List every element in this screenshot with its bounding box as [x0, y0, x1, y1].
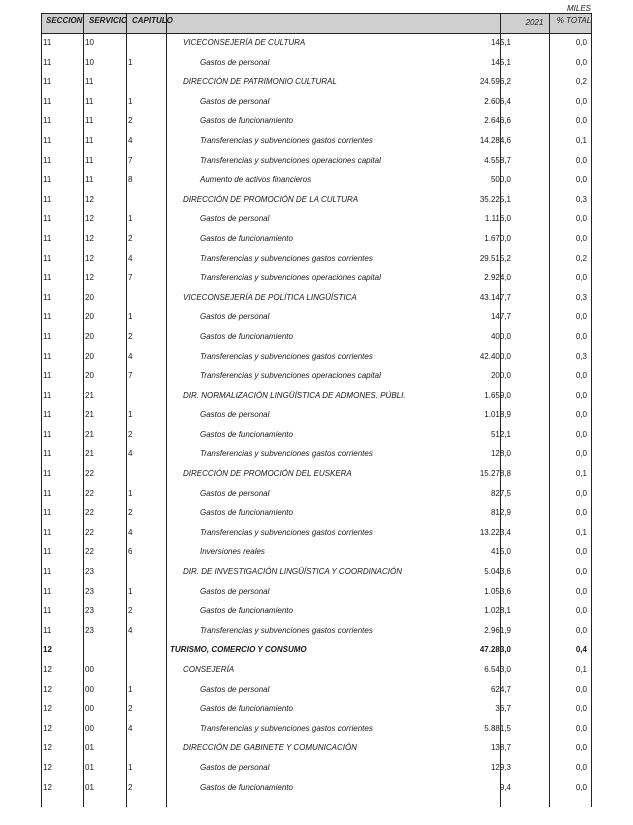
cell-servicio: 11 — [85, 77, 94, 87]
cell-description: Aumento de activos financieros — [200, 175, 312, 185]
cell-amount: 128,0 — [490, 449, 511, 459]
cell-description: Transferencias y subvenciones gastos corrientes — [200, 351, 373, 361]
cell-servicio: 22 — [85, 508, 94, 518]
unit-label: MILES — [566, 4, 591, 13]
cell-pct-total: 0,0 — [575, 371, 587, 381]
cell-servicio: 01 — [85, 782, 94, 792]
cell-seccion: 12 — [43, 645, 52, 655]
cell-pct-total: 0,0 — [575, 429, 587, 439]
cell-seccion: 11 — [43, 567, 52, 577]
cell-seccion: 11 — [43, 449, 52, 459]
cell-amount: 1.028,1 — [484, 606, 511, 616]
cell-servicio: 12 — [85, 214, 94, 224]
cell-capitulo: 7 — [128, 155, 133, 165]
table-header — [41, 13, 591, 34]
cell-pct-total: 0,0 — [575, 567, 587, 577]
cell-amount: 138,7 — [490, 743, 511, 753]
cell-amount: 6.543,0 — [484, 665, 511, 674]
cell-description: Transferencias y subvenciones gastos corrientes — [200, 723, 373, 733]
cell-servicio: 12 — [85, 273, 94, 283]
cell-pct-total: 0,0 — [575, 743, 587, 753]
cell-description: Gastos de funcionamiento — [200, 429, 293, 439]
cell-amount: 147,7 — [490, 312, 511, 322]
cell-seccion: 11 — [43, 508, 52, 518]
cell-amount: 1.659,0 — [484, 390, 511, 400]
cell-description: DIRECCIÓN DE GABINETE Y COMUNICACIÓN — [183, 743, 357, 753]
table-row — [41, 503, 591, 523]
cell-seccion: 11 — [43, 547, 52, 557]
cell-seccion: 11 — [43, 410, 52, 420]
table-row — [41, 327, 591, 347]
cell-servicio: 11 — [85, 155, 94, 165]
cell-amount: 1.670,0 — [484, 233, 511, 243]
cell-description: Gastos de funcionamiento — [200, 606, 293, 616]
cell-seccion: 11 — [43, 351, 52, 361]
cell-servicio: 11 — [85, 175, 94, 185]
cell-capitulo: 1 — [128, 96, 133, 106]
cell-seccion: 11 — [43, 371, 52, 381]
cell-capitulo: 7 — [128, 371, 133, 381]
cell-capitulo: 7 — [128, 273, 133, 283]
cell-amount: 1.018,9 — [484, 410, 511, 420]
table-row — [41, 523, 591, 543]
table-row — [41, 778, 591, 798]
cell-pct-total: 0,0 — [575, 57, 587, 67]
cell-pct-total: 0,3 — [575, 194, 587, 204]
cell-amount: 812,9 — [490, 508, 511, 518]
cell-amount: 13.223,4 — [479, 527, 511, 537]
cell-capitulo: 6 — [128, 547, 133, 557]
cell-pct-total: 0,1 — [575, 665, 587, 674]
cell-seccion: 11 — [43, 606, 52, 616]
cell-amount: 2.924,0 — [484, 273, 511, 283]
cell-servicio: 23 — [85, 567, 94, 577]
cell-amount: 2.606,4 — [484, 96, 511, 106]
cell-description: DIRECCIÓN DE PATRIMONIO CULTURAL — [183, 77, 337, 87]
cell-description: Transferencias y subvenciones gastos corrientes — [200, 135, 373, 145]
cell-description: VICECONSEJERÍA DE CULTURA — [183, 38, 306, 47]
cell-seccion: 11 — [43, 488, 52, 498]
cell-seccion: 11 — [43, 57, 52, 67]
table-row — [41, 640, 591, 660]
cell-seccion: 11 — [43, 292, 52, 302]
cell-pct-total: 0,0 — [575, 331, 587, 341]
cell-amount: 1.116,0 — [484, 214, 511, 224]
cell-servicio: 22 — [85, 527, 94, 537]
table-row — [41, 484, 591, 504]
cell-seccion: 11 — [43, 253, 52, 263]
cell-amount: 4.558,7 — [484, 155, 511, 165]
cell-seccion: 11 — [43, 38, 52, 47]
cell-description: Transferencias y subvenciones operaciones capital — [200, 273, 381, 283]
table-row — [41, 131, 591, 151]
cell-pct-total: 0,0 — [575, 547, 587, 557]
cell-servicio: 22 — [85, 469, 94, 479]
cell-description: Inversiones reales — [200, 547, 265, 557]
table-row — [41, 719, 591, 739]
cell-seccion: 11 — [43, 625, 52, 635]
cell-servicio: 11 — [85, 96, 94, 106]
table-row — [41, 53, 591, 73]
cell-servicio: 10 — [85, 57, 94, 67]
cell-amount: 29.515,2 — [479, 253, 511, 263]
header-year: 2021 — [525, 18, 544, 27]
cell-description: Gastos de funcionamiento — [200, 508, 293, 518]
cell-pct-total: 0,0 — [575, 38, 587, 47]
cell-pct-total: 0,0 — [575, 175, 587, 185]
cell-capitulo: 1 — [128, 586, 133, 596]
cell-seccion: 11 — [43, 155, 52, 165]
table-row — [41, 680, 591, 700]
table-row — [41, 249, 591, 269]
cell-amount: 145,1 — [490, 38, 511, 47]
cell-amount: 200,0 — [490, 371, 511, 381]
table-row — [41, 601, 591, 621]
cell-amount: 2.646,6 — [484, 116, 511, 126]
table-row — [41, 366, 591, 386]
cell-description: Transferencias y subvenciones gastos corrientes — [200, 625, 373, 635]
cell-pct-total: 0,0 — [575, 390, 587, 400]
cell-description: Gastos de personal — [200, 410, 270, 420]
cell-servicio: 21 — [85, 390, 94, 400]
cell-servicio: 12 — [85, 233, 94, 243]
cell-servicio: 10 — [85, 38, 94, 47]
cell-servicio: 00 — [85, 665, 94, 674]
cell-capitulo: 1 — [128, 488, 133, 498]
cell-amount: 42.400,0 — [479, 351, 511, 361]
cell-servicio: 11 — [85, 135, 94, 145]
cell-pct-total: 0,2 — [575, 77, 587, 87]
cell-seccion: 11 — [43, 194, 52, 204]
cell-description: DIR. DE INVESTIGACIÓN LINGÜÍSTICA Y COORDINACIÓN — [183, 567, 402, 577]
cell-seccion: 11 — [43, 331, 52, 341]
cell-description: Gastos de personal — [200, 96, 270, 106]
cell-description: Transferencias y subvenciones operaciones capital — [200, 155, 381, 165]
cell-amount: 9,4 — [499, 782, 511, 792]
cell-seccion: 11 — [43, 312, 52, 322]
cell-servicio: 20 — [85, 312, 94, 322]
cell-description: Transferencias y subvenciones operaciones capital — [200, 371, 381, 381]
cell-seccion: 12 — [43, 665, 52, 674]
cell-seccion: 12 — [43, 743, 52, 753]
cell-servicio: 21 — [85, 449, 94, 459]
cell-seccion: 12 — [43, 782, 52, 792]
cell-capitulo: 1 — [128, 57, 133, 67]
cell-description: Gastos de funcionamiento — [200, 782, 293, 792]
cell-servicio: 00 — [85, 684, 94, 694]
cell-servicio: 01 — [85, 762, 94, 772]
cell-seccion: 11 — [43, 233, 52, 243]
cell-servicio: 00 — [85, 723, 94, 733]
cell-description: Gastos de funcionamiento — [200, 704, 293, 714]
cell-servicio: 22 — [85, 547, 94, 557]
cell-capitulo: 4 — [128, 723, 133, 733]
cell-seccion: 11 — [43, 273, 52, 283]
cell-description: CONSEJERÍA — [183, 665, 235, 674]
header-pct-total: % TOTAL — [556, 16, 592, 25]
cell-servicio: 23 — [85, 586, 94, 596]
header-seccion: SECCION — [46, 16, 83, 25]
cell-description: Gastos de funcionamiento — [200, 331, 293, 341]
cell-seccion: 11 — [43, 214, 52, 224]
table-row — [41, 542, 591, 562]
cell-amount: 36,7 — [495, 704, 511, 714]
cell-amount: 14.284,6 — [479, 135, 511, 145]
cell-description: DIRECCIÓN DE PROMOCIÓN DEL EUSKERA — [183, 469, 352, 479]
cell-pct-total: 0,0 — [575, 155, 587, 165]
cell-amount: 43.147,7 — [479, 292, 511, 302]
cell-amount: 15.278,8 — [479, 469, 511, 479]
table-row — [41, 170, 591, 190]
cell-seccion: 12 — [43, 723, 52, 733]
cell-amount: 2.961,9 — [484, 625, 511, 635]
cell-seccion: 11 — [43, 469, 52, 479]
cell-servicio: 20 — [85, 331, 94, 341]
table-row — [41, 190, 591, 210]
cell-amount: 500,0 — [490, 175, 511, 185]
cell-seccion: 11 — [43, 175, 52, 185]
cell-pct-total: 0,4 — [575, 645, 587, 655]
cell-servicio: 12 — [85, 253, 94, 263]
cell-seccion: 12 — [43, 762, 52, 772]
cell-pct-total: 0,3 — [575, 292, 587, 302]
cell-description: DIRECCIÓN DE PROMOCIÓN DE LA CULTURA — [183, 194, 359, 204]
table-row — [41, 111, 591, 131]
cell-amount: 47.283,0 — [479, 645, 511, 655]
cell-pct-total: 0,0 — [575, 214, 587, 224]
cell-servicio: 20 — [85, 351, 94, 361]
cell-pct-total: 0,0 — [575, 782, 587, 792]
cell-description: Gastos de personal — [200, 586, 270, 596]
header-capitulo: CAPITULO — [132, 16, 173, 25]
cell-servicio: 00 — [85, 704, 94, 714]
cell-pct-total: 0,0 — [575, 508, 587, 518]
cell-pct-total: 0,0 — [575, 96, 587, 106]
table-row — [41, 758, 591, 778]
cell-amount: 512,1 — [490, 429, 511, 439]
table-row — [41, 582, 591, 602]
cell-pct-total: 0,0 — [575, 488, 587, 498]
cell-pct-total: 0,1 — [575, 135, 587, 145]
cell-amount: 827,5 — [490, 488, 511, 498]
cell-capitulo: 2 — [128, 233, 133, 243]
cell-amount: 624,7 — [490, 684, 511, 694]
cell-capitulo: 4 — [128, 135, 133, 145]
cell-capitulo: 2 — [128, 116, 133, 126]
cell-pct-total: 0,0 — [575, 625, 587, 635]
cell-seccion: 12 — [43, 704, 52, 714]
table-row — [41, 347, 591, 367]
cell-amount: 400,0 — [490, 331, 511, 341]
cell-amount: 5.043,6 — [484, 567, 511, 577]
cell-amount: 1.053,6 — [484, 586, 511, 596]
table-row — [41, 229, 591, 249]
cell-description: VICECONSEJERÍA DE POLÍTICA LINGÜÍSTICA — [183, 292, 357, 302]
cell-pct-total: 0,0 — [575, 606, 587, 616]
cell-description: Gastos de funcionamiento — [200, 116, 293, 126]
cell-capitulo: 1 — [128, 684, 133, 694]
cell-pct-total: 0,0 — [575, 233, 587, 243]
table-row — [41, 660, 591, 680]
cell-capitulo: 2 — [128, 429, 133, 439]
cell-pct-total: 0,2 — [575, 253, 587, 263]
table-row — [41, 268, 591, 288]
cell-amount: 145,1 — [490, 57, 511, 67]
cell-description: Transferencias y subvenciones gastos corrientes — [200, 253, 373, 263]
cell-servicio: 22 — [85, 488, 94, 498]
cell-servicio: 23 — [85, 606, 94, 616]
cell-pct-total: 0,3 — [575, 351, 587, 361]
table-row — [41, 386, 591, 406]
cell-description: Gastos de personal — [200, 312, 270, 322]
cell-description: Gastos de personal — [200, 57, 270, 67]
table-row — [41, 738, 591, 758]
cell-capitulo: 4 — [128, 351, 133, 361]
cell-amount: 35.225,1 — [479, 194, 511, 204]
cell-pct-total: 0,0 — [575, 116, 587, 126]
cell-description: DIR. NORMALIZACIÓN LINGÜÍSTICA DE ADMONES. PÚBLI. — [183, 390, 406, 400]
cell-seccion: 11 — [43, 96, 52, 106]
table-row — [41, 405, 591, 425]
table-row — [41, 72, 591, 92]
cell-capitulo: 2 — [128, 508, 133, 518]
cell-seccion: 11 — [43, 116, 52, 126]
cell-pct-total: 0,0 — [575, 684, 587, 694]
cell-servicio: 12 — [85, 194, 94, 204]
cell-servicio: 23 — [85, 625, 94, 635]
table-row — [41, 464, 591, 484]
table-body — [41, 33, 591, 797]
cell-capitulo: 1 — [128, 762, 133, 772]
table-row — [41, 92, 591, 112]
cell-seccion: 11 — [43, 586, 52, 596]
cell-pct-total: 0,0 — [575, 273, 587, 283]
table-row — [41, 699, 591, 719]
cell-pct-total: 0,0 — [575, 704, 587, 714]
cell-amount: 415,0 — [490, 547, 511, 557]
cell-capitulo: 1 — [128, 410, 133, 420]
table-row — [41, 621, 591, 641]
cell-servicio: 01 — [85, 743, 94, 753]
cell-seccion: 11 — [43, 527, 52, 537]
cell-servicio: 20 — [85, 292, 94, 302]
cell-seccion: 11 — [43, 135, 52, 145]
cell-pct-total: 0,0 — [575, 312, 587, 322]
cell-description: Gastos de personal — [200, 488, 270, 498]
cell-capitulo: 1 — [128, 214, 133, 224]
cell-servicio: 11 — [85, 116, 94, 126]
cell-description: Gastos de funcionamiento — [200, 233, 293, 243]
cell-servicio: 20 — [85, 371, 94, 381]
table-row — [41, 562, 591, 582]
cell-capitulo: 4 — [128, 253, 133, 263]
cell-seccion: 11 — [43, 390, 52, 400]
cell-pct-total: 0,1 — [575, 527, 587, 537]
cell-servicio: 21 — [85, 429, 94, 439]
cell-capitulo: 4 — [128, 527, 133, 537]
cell-pct-total: 0,0 — [575, 723, 587, 733]
cell-capitulo: 2 — [128, 331, 133, 341]
table-row — [41, 307, 591, 327]
header-servicio: SERVICIO — [89, 16, 128, 25]
cell-description: Transferencias y subvenciones gastos corrientes — [200, 527, 373, 537]
table-row — [41, 288, 591, 308]
cell-pct-total: 0,0 — [575, 449, 587, 459]
cell-capitulo: 4 — [128, 449, 133, 459]
cell-amount: 24.596,2 — [479, 77, 511, 87]
cell-servicio: 21 — [85, 410, 94, 420]
table-row — [41, 209, 591, 229]
cell-description: Transferencias y subvenciones gastos corrientes — [200, 449, 373, 459]
cell-capitulo: 2 — [128, 782, 133, 792]
cell-capitulo: 2 — [128, 606, 133, 616]
cell-pct-total: 0,0 — [575, 586, 587, 596]
table-row — [41, 444, 591, 464]
cell-capitulo: 1 — [128, 312, 133, 322]
cell-seccion: 12 — [43, 684, 52, 694]
cell-pct-total: 0,0 — [575, 762, 587, 772]
column-divider — [591, 13, 592, 807]
cell-description: Gastos de personal — [200, 214, 270, 224]
table-row — [41, 425, 591, 445]
cell-capitulo: 2 — [128, 704, 133, 714]
cell-description: Gastos de personal — [200, 762, 270, 772]
table-row — [41, 151, 591, 171]
cell-description: Gastos de personal — [200, 684, 270, 694]
cell-pct-total: 0,0 — [575, 410, 587, 420]
cell-pct-total: 0,1 — [575, 469, 587, 479]
cell-seccion: 11 — [43, 77, 52, 87]
cell-description: TURISMO, COMERCIO Y CONSUMO — [170, 645, 307, 655]
cell-amount: 129,3 — [490, 762, 511, 772]
cell-capitulo: 8 — [128, 175, 133, 185]
cell-amount: 5.881,5 — [484, 723, 511, 733]
cell-seccion: 11 — [43, 429, 52, 439]
cell-capitulo: 4 — [128, 625, 133, 635]
table-row — [41, 33, 591, 53]
